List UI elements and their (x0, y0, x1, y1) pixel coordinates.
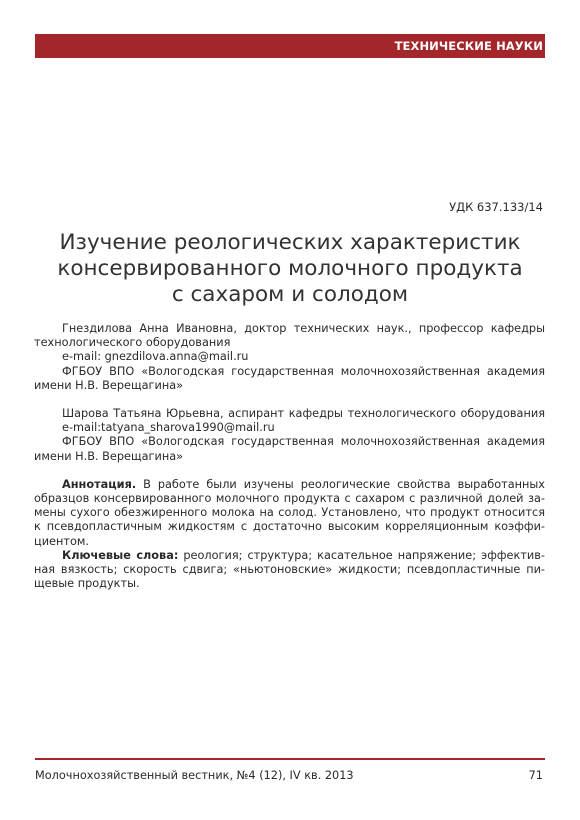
author1-name-line: Гнездилова Анна Ивановна, доктор технических наук., профессор кафедры (62, 322, 545, 335)
keywords-label: Ключевые слова: (62, 548, 179, 562)
author1-position-line: технологического оборудования (34, 336, 231, 350)
abstract-line: к псевдопластичным жидкостям с достаточно высоким корреляционным коэффи- (34, 520, 545, 534)
abstract-line (62, 478, 545, 492)
author2-affiliation: ФГБОУ ВПО «Вологодская государственная молочнохозяйственная академия (62, 435, 545, 449)
section-title: ТЕХНИЧЕСКИЕ НАУКИ (394, 39, 543, 53)
udk-code: УДК 637.133/14 (449, 200, 543, 214)
title-line: консервированного молочного продукта (57, 256, 523, 281)
keywords-text: реология; структура; касательное напряжение; эффектив- (178, 548, 545, 562)
title-line: с сахаром и солодом (171, 282, 409, 307)
author2-email: e-mail:tatyana_sharova1990@mail.ru (62, 421, 275, 435)
journal-citation: Молочнохозяйственный вестник, №4 (12), IV кв. 2013 (35, 769, 354, 782)
page-number: 71 (528, 769, 543, 782)
abstract-text: В работе были изучены реологические свойства выработанных (136, 477, 545, 491)
author1-affiliation: ФГБОУ ВПО «Вологодская государственная молочнохозяйственная академия (62, 364, 545, 378)
section-header-band (35, 34, 545, 58)
keywords-line (62, 549, 545, 563)
author1-email: e-mail: gnezdilova.anna@mail.ru (62, 350, 249, 364)
footer-divider (35, 758, 545, 760)
author2-affiliation-cont: имени Н.В. Верещагина» (34, 449, 184, 463)
abstract-line: циентом. (34, 534, 89, 548)
keywords-line: щевые продукты. (34, 577, 140, 591)
author1-affiliation-cont: имени Н.В. Верещагина» (34, 378, 184, 392)
abstract-line: образцов консервированного молочного продукта с сахаром с различной долей за- (34, 492, 545, 506)
keywords-line: ная вязкость; скорость сдвига; «ньютоновские» жидкости; псевдопластичные пи- (34, 563, 545, 577)
abstract-label: Аннотация. (62, 477, 137, 491)
title-line: Изучение реологических характеристик (59, 230, 521, 255)
abstract-line: мены сухого обезжиренного молока на солод. Установлено, что продукт относится (34, 506, 545, 520)
article-body (34, 322, 545, 591)
author2-name-line: Шарова Татьяна Юрьевна, аспирант кафедры технологического оборудования (62, 407, 545, 421)
article-title (35, 230, 545, 308)
